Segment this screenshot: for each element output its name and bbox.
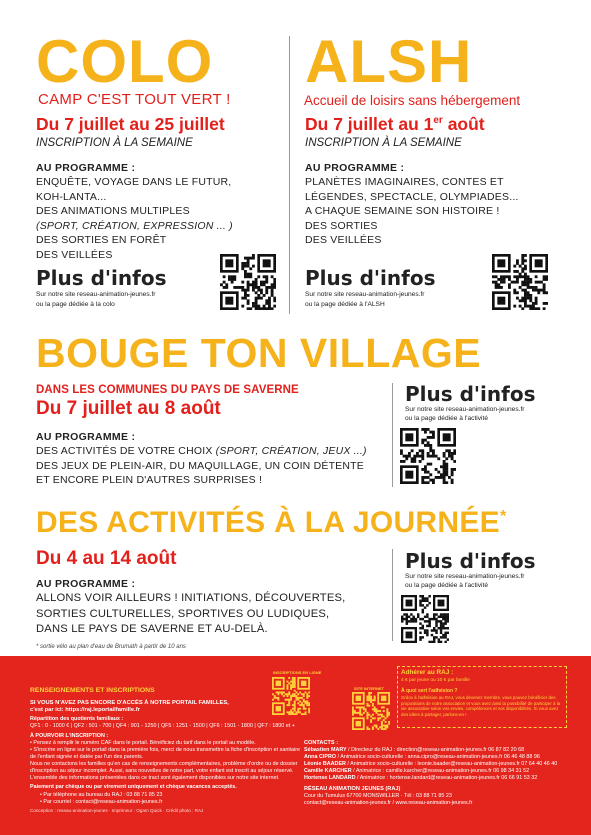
qr-code-icon (352, 692, 390, 730)
footer-qr-right-label: SITE INTERNET (354, 686, 385, 691)
contact-details: / Animatrice socio-culturelle : leonie.baader@reseau-animation-jeunes.fr 07 64 40 46 40 (345, 760, 558, 767)
footer-payment-title: Paiement par chèque ou par virement uniquement et chèque vacances acceptés. (30, 784, 237, 790)
village-program-item-b: (SPORT, CRÉATION, JEUX ...) (215, 445, 367, 457)
footer-payment-line[interactable]: • Par courriel : contact@reseau-animation-jeunes.fr (40, 799, 163, 805)
journee-more-title: Plus d'infos (405, 549, 536, 573)
contact-details: / Animatrice : hortense.landard@reseau-animation-jeunes.fr 06 66 91 53 32 (355, 774, 538, 781)
footer-heading: RENSEIGNEMENTS ET INSCRIPTIONS (30, 687, 155, 694)
footer-inscription-item: d'inscription au séjour incomplet. Aussi, sans nouvelles de notre part, votre enfant est inscrit au séjour réservé. (30, 767, 294, 774)
colo-program-title: AU PROGRAMME : (36, 162, 136, 174)
journee-title-text: DES ACTIVITÉS À LA JOURNÉE (36, 506, 500, 539)
contact-item (304, 761, 574, 768)
contact-details: / Animatrice : camille.karcher@reseau-animation-jeunes.fr 06 98 34 31 52 (351, 767, 530, 774)
village-divider (392, 383, 393, 487)
adherer-title: Adhérer au RAJ : (401, 669, 454, 676)
alsh-more-title: Plus d'infos (305, 266, 436, 290)
raj-title: RÉSEAU ANIMATION JEUNES (RAJ) (304, 786, 401, 792)
footer-inscription-item: de l'enfant signée et datée par l'un des parents. (30, 753, 144, 760)
colo-dates: Du 7 juillet au 25 juillet (36, 114, 225, 134)
alsh-inscription: INSCRIPTION À LA SEMAINE (305, 137, 462, 149)
journee-more-line1: Sur notre site reseau-animation-jeunes.fr (405, 573, 525, 580)
village-program-item: DES JEUX DE PLEIN-AIR, DU MAQUILLAGE, UN COIN DÉTENTE (36, 459, 364, 472)
footer-qr-left[interactable] (272, 677, 310, 715)
alsh-program-title: AU PROGRAMME : (305, 162, 405, 174)
contact-name: Camille KARCHER (304, 767, 352, 774)
colo-more-line1: Sur notre site reseau-animation-jeunes.fr (36, 291, 156, 298)
alsh-dates-suffix: août (442, 114, 485, 134)
alsh-subtitle: Accueil de loisirs sans hébergement (304, 93, 521, 108)
village-program-item-a: DES ACTIVITÉS DE VOTRE CHOIX (36, 445, 216, 457)
village-qr-code[interactable] (400, 428, 456, 484)
adhesion-text: Grâce à l'adhésion au RAJ, vous devenez membre, vous pouvez bénéficier des propositions de notre association et vous avez ainsi la possibilité de participer à la vie associative selon vos envies, compétences et vos disponibilités. Si vous avez des idées à partager, parlons-en ! (401, 695, 561, 718)
footer-qr-right[interactable] (352, 692, 390, 730)
journee-title-star: * (499, 508, 507, 525)
qr-code-icon (400, 428, 456, 484)
journee-note: * sortie vélo au plan d'eau de Brumath à partir de 10 ans (36, 644, 186, 650)
footer-credits: Conception : reseau-animation-jeunes · Imprimeur : Ogam Quick · Crédit photo : RAJ (30, 808, 204, 813)
village-program-list (36, 444, 367, 488)
village-more-line1: Sur notre site reseau-animation-jeunes.fr (405, 406, 525, 413)
footer-inscription-item: • Pensez à remplir le numéro CAF dans le portail. Bénéficiez du tarif dans le portail au modèle. (30, 740, 256, 746)
village-communes: DANS LES COMMUNES DU PAYS DE SAVERNE (36, 384, 299, 396)
journee-program-item: ALLONS VOIR AILLEURS ! INITIATIONS, DÉCOUVERTES, (36, 592, 346, 604)
footer-inscription-item: • S'inscrire en ligne sur le portail dans la première fois, merci de nous transmettre la fiche d'inscription et sanitaire (30, 746, 301, 753)
colo-program-item: ENQUÊTE, VOYAGE DANS LE FUTUR, (36, 176, 232, 188)
colo-more-title: Plus d'infos (36, 266, 167, 290)
journee-program-item: DANS LE PAYS DE SAVERNE ET AU-DELÀ. (36, 623, 268, 635)
journee-qr-code[interactable] (401, 595, 449, 643)
journee-title (36, 508, 507, 538)
colo-qr-code[interactable] (220, 254, 276, 310)
colo-subtitle: CAMP C'EST TOUT VERT ! (38, 91, 231, 108)
alsh-dates-sup: er (433, 115, 443, 127)
alsh-program-item: A CHAQUE SEMAINE SON HISTOIRE ! (305, 205, 500, 217)
contacts-list (304, 747, 574, 782)
footer-access-1: SI VOUS N'AVEZ PAS ENCORE D'ACCÈS À NOTRE PORTAIL FAMILLES, (30, 700, 229, 706)
colo-program-item: (SPORT, CRÉATION, EXPRESSION ... ) (36, 219, 233, 232)
qr-code-icon (220, 254, 276, 310)
raj-web[interactable]: contact@reseau-animation-jeunes.fr / www.reseau-animation-jeunes.fr (304, 800, 473, 806)
footer-payment-line: • Par téléphone au bureau du RAJ : 03 88 71 85 23 (40, 792, 163, 798)
qr-code-icon (272, 677, 310, 715)
alsh-dates-prefix: Du 7 juillet au 1 (305, 114, 434, 134)
qr-code-icon (492, 254, 548, 310)
contact-name: Hortense LANDARD (304, 774, 356, 781)
contact-name: Anna CIPRO (304, 753, 337, 760)
village-more-title: Plus d'infos (405, 382, 536, 406)
journee-program-title: AU PROGRAMME : (36, 578, 136, 590)
journee-program-item: SORTIES CULTURELLES, SPORTIVES OU LUDIQUES, (36, 607, 330, 620)
footer-pricing-title: Répartition des quotients familiaux : (30, 716, 124, 722)
alsh-more-line2: ou la page dédiée à l'ALSH (305, 301, 385, 308)
colo-program-item: DES VEILLÉES (36, 248, 113, 261)
footer-pricing: QF1 : 0 - 1000 € | QF2 : 501 - 700 | QF4 : 901 - 1250 | QF5 : 1251 - 1500 | QF6 : 1501 - 1800 | QF7 : 1800 et + (30, 723, 295, 729)
alsh-title: ALSH (305, 28, 473, 95)
footer-qr-left-label: INSCRIPTIONS EN LIGNE (273, 670, 322, 675)
contact-details: / Animatrice socio-culturelle : anna.cipro@reseau-animation-jeunes.fr 06 46 48 88 96 (336, 753, 540, 760)
footer-access-2[interactable]: c'est par ici: https://raj.leportailfamille.fr (30, 707, 140, 713)
column-divider (289, 36, 290, 314)
footer-inscription-list (30, 740, 308, 781)
journee-program-list (36, 591, 345, 638)
colo-inscription: INSCRIPTION À LA SEMAINE (36, 137, 193, 149)
contact-name: Sébastien MARY (304, 747, 347, 753)
alsh-program-list (305, 175, 519, 248)
qr-code-icon (401, 595, 449, 643)
footer-inscription-title: À POURVOIR L'INSCRIPTION : (30, 733, 109, 739)
contact-item (304, 775, 574, 782)
village-title: BOUGE TON VILLAGE (36, 330, 482, 376)
village-dates: Du 7 juillet au 8 août (36, 398, 221, 419)
footer-inscription-item: L'ensemble des informations présentées dans ce tract sont également disponibles sur notre site internet. (30, 774, 280, 781)
journee-more-line2: ou la page dédiée à l'activité (405, 582, 489, 589)
colo-program-item: KOH-LANTA... (36, 190, 107, 203)
alsh-program-item: DES VEILLÉES (305, 234, 382, 246)
contact-name: Léonie BAADER (304, 760, 346, 767)
alsh-more-line1: Sur notre site reseau-animation-jeunes.fr (305, 291, 425, 298)
contacts-title: CONTACTS : (304, 740, 339, 746)
village-more-line2: ou la page dédiée à l'activité (405, 415, 489, 422)
colo-program-item: DES SORTIES EN FORÊT (36, 234, 167, 246)
alsh-program-item: DES SORTIES (305, 219, 378, 232)
footer-inscription-item: Nous ne contactons les familles qu'en cas de renseignements complémentaires, problème d'ordre ou de dossier (30, 760, 298, 767)
raj-address: Cour du Tumulus 67700 MONSWILLER · Tél : 03 88 71 85 23 (304, 793, 452, 799)
adhesion-question: À quoi sert l'adhésion ? (401, 688, 458, 694)
alsh-program-item: LÉGENDES, SPECTACLE, OLYMPIADES... (305, 190, 519, 203)
contact-details: / Directeur du RAJ : direction@reseau-animation-jeunes.fr 06 87 82 20 68 (346, 747, 525, 753)
colo-program-item: DES ANIMATIONS MULTIPLES (36, 205, 190, 217)
alsh-program-item: PLANÈTES IMAGINAIRES, CONTES ET (305, 176, 504, 188)
contact-item (304, 768, 574, 775)
colo-more-line2: ou la page dédiée à la colo (36, 301, 115, 308)
alsh-qr-code[interactable] (492, 254, 548, 310)
colo-title: COLO (36, 28, 214, 95)
journee-dates: Du 4 au 14 août (36, 548, 177, 569)
colo-program-list (36, 175, 233, 262)
alsh-dates (305, 114, 485, 135)
journee-divider (392, 549, 393, 641)
contact-item (304, 747, 574, 754)
village-program-title: AU PROGRAMME : (36, 431, 136, 443)
contact-item (304, 754, 574, 761)
village-program-item (36, 444, 367, 459)
village-program-item: ET ENCORE PLEIN D'AUTRES SURPRISES ! (36, 474, 263, 486)
adherer-sub: 4 € par jeune ou 10 € par famille (401, 678, 470, 683)
